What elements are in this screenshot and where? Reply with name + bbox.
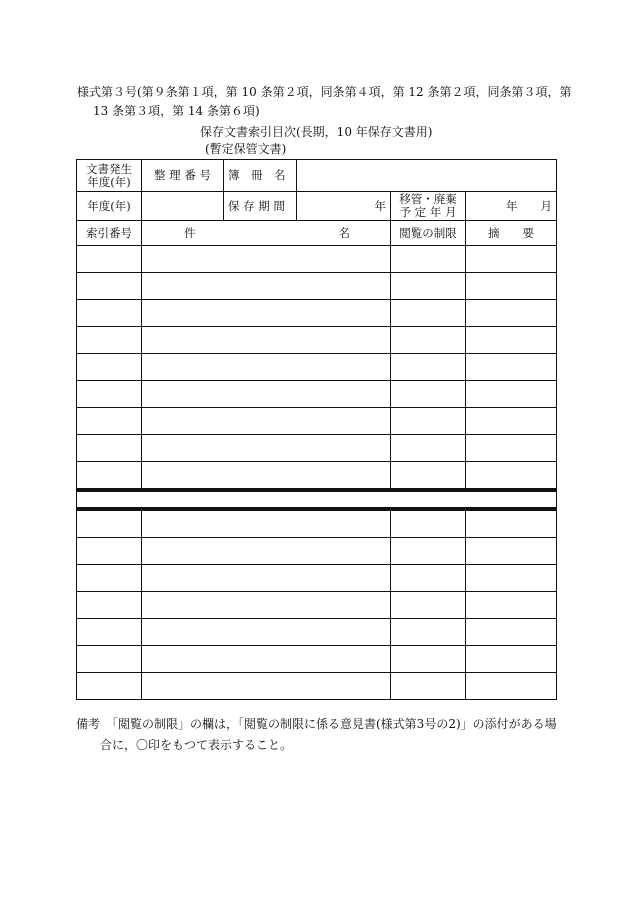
- remarks-cell[interactable]: [466, 273, 557, 300]
- document-title: 保存文書索引目次(長期，10 年保存文書用): [200, 125, 433, 139]
- item-name-cell[interactable]: [142, 646, 391, 673]
- index-number-cell[interactable]: [77, 273, 142, 300]
- transfer-date-field[interactable]: 年 月: [466, 192, 557, 221]
- restriction-cell[interactable]: [391, 246, 466, 273]
- form-reference-line-1: 様式第３号(第９条第１項，第 10 条第２項，同条第４項，第 12 条第２項，同条第３項，第: [77, 85, 572, 99]
- item-name-cell[interactable]: [142, 435, 391, 462]
- restriction-cell[interactable]: [391, 509, 466, 538]
- table-row: [77, 538, 557, 565]
- restriction-cell[interactable]: [391, 381, 466, 408]
- table-row: [77, 408, 557, 435]
- document-subtitle: (暫定保管文書): [205, 142, 287, 156]
- index-number-cell[interactable]: [77, 327, 142, 354]
- restriction-cell[interactable]: [391, 565, 466, 592]
- retention-period-field[interactable]: 年: [297, 192, 391, 221]
- remarks-cell[interactable]: [466, 408, 557, 435]
- index-number-cell[interactable]: [77, 509, 142, 538]
- restriction-cell[interactable]: [391, 646, 466, 673]
- index-number-cell[interactable]: [77, 354, 142, 381]
- viewing-restriction-header: 閲覧の制限: [391, 221, 466, 246]
- table-row: [77, 354, 557, 381]
- table-row: [77, 673, 557, 700]
- item-name-cell[interactable]: [142, 509, 391, 538]
- index-number-cell[interactable]: [77, 646, 142, 673]
- restriction-cell[interactable]: [391, 673, 466, 700]
- fiscal-year-label: 年度(年): [77, 192, 142, 221]
- registration-number-label: 整 理 番 号: [142, 160, 224, 192]
- index-number-cell[interactable]: [77, 381, 142, 408]
- remarks-cell[interactable]: [466, 565, 557, 592]
- index-table: [76, 159, 557, 700]
- remarks-note-line-2: 合に，〇印をもつて表示すること。: [100, 738, 293, 752]
- remarks-note-line-1: 備考 「閲覧の制限」の欄は，「閲覧の制限に係る意見書(様式第3号の2)」の添付がある場: [76, 717, 557, 731]
- restriction-cell[interactable]: [391, 273, 466, 300]
- remarks-cell[interactable]: [466, 354, 557, 381]
- remarks-header: 摘 要: [466, 221, 557, 246]
- transfer-disposal-line-1: 移管・廃棄: [399, 192, 457, 206]
- header-row-2: [77, 192, 557, 221]
- index-number-cell[interactable]: [77, 592, 142, 619]
- table-row: [77, 381, 557, 408]
- restriction-cell[interactable]: [391, 435, 466, 462]
- index-number-cell[interactable]: [77, 565, 142, 592]
- index-number-cell[interactable]: [77, 462, 142, 491]
- header-row-1: [77, 160, 557, 192]
- remarks-cell[interactable]: [466, 381, 557, 408]
- restriction-cell[interactable]: [391, 592, 466, 619]
- item-name-cell[interactable]: [142, 300, 391, 327]
- item-header-char: 件: [184, 225, 196, 240]
- table-row: [77, 462, 557, 491]
- item-name-cell[interactable]: [142, 327, 391, 354]
- year-of-origin-label: [77, 160, 142, 192]
- restriction-cell[interactable]: [391, 462, 466, 491]
- item-name-header: [142, 221, 391, 246]
- transfer-disposal-line-2: 予 定 年 月: [399, 205, 457, 219]
- remarks-cell[interactable]: [466, 509, 557, 538]
- remarks-cell[interactable]: [466, 619, 557, 646]
- index-number-header: 索引番号: [77, 221, 142, 246]
- remarks-cell[interactable]: [466, 646, 557, 673]
- table-row: [77, 300, 557, 327]
- remarks-cell[interactable]: [466, 300, 557, 327]
- table-row: [77, 646, 557, 673]
- name-header-char: 名: [338, 225, 350, 240]
- retention-period-label: 保 存 期 間: [224, 192, 297, 221]
- restriction-cell[interactable]: [391, 538, 466, 565]
- section-separator-row: [77, 490, 557, 509]
- remarks-cell[interactable]: [466, 246, 557, 273]
- index-number-cell[interactable]: [77, 673, 142, 700]
- remarks-cell[interactable]: [466, 673, 557, 700]
- registration-number-field[interactable]: [142, 192, 224, 221]
- restriction-cell[interactable]: [391, 619, 466, 646]
- table-row: [77, 327, 557, 354]
- item-name-cell[interactable]: [142, 462, 391, 491]
- item-name-cell[interactable]: [142, 381, 391, 408]
- item-name-cell[interactable]: [142, 565, 391, 592]
- item-name-cell[interactable]: [142, 246, 391, 273]
- index-number-cell[interactable]: [77, 246, 142, 273]
- index-number-cell[interactable]: [77, 619, 142, 646]
- restriction-cell[interactable]: [391, 327, 466, 354]
- book-name-field[interactable]: [297, 160, 557, 192]
- index-number-cell[interactable]: [77, 435, 142, 462]
- remarks-cell[interactable]: [466, 435, 557, 462]
- table-row: [77, 509, 557, 538]
- index-number-cell[interactable]: [77, 538, 142, 565]
- item-name-cell[interactable]: [142, 619, 391, 646]
- item-name-cell[interactable]: [142, 408, 391, 435]
- item-name-cell[interactable]: [142, 673, 391, 700]
- index-number-cell[interactable]: [77, 300, 142, 327]
- item-name-cell[interactable]: [142, 592, 391, 619]
- table-row: [77, 565, 557, 592]
- transfer-disposal-label: [391, 192, 466, 221]
- remarks-cell[interactable]: [466, 462, 557, 491]
- index-number-cell[interactable]: [77, 408, 142, 435]
- restriction-cell[interactable]: [391, 300, 466, 327]
- table-row: [77, 619, 557, 646]
- table-row: [77, 435, 557, 462]
- section-separator: [77, 490, 557, 509]
- item-name-cell[interactable]: [142, 273, 391, 300]
- year-of-origin-line-1: 文書発生: [86, 161, 132, 176]
- table-row: [77, 592, 557, 619]
- table-row: [77, 246, 557, 273]
- item-name-cell[interactable]: [142, 354, 391, 381]
- item-name-cell[interactable]: [142, 538, 391, 565]
- column-header-row: [77, 221, 557, 246]
- restriction-cell[interactable]: [391, 354, 466, 381]
- form-reference-line-2: 13 条第３項，第 14 条第６項): [93, 104, 260, 118]
- book-name-label: 簿 冊 名: [224, 160, 297, 192]
- restriction-cell[interactable]: [391, 408, 466, 435]
- remarks-cell[interactable]: [466, 592, 557, 619]
- remarks-cell[interactable]: [466, 538, 557, 565]
- table-row: [77, 273, 557, 300]
- year-of-origin-line-2: 年度(年): [87, 174, 131, 189]
- remarks-cell[interactable]: [466, 327, 557, 354]
